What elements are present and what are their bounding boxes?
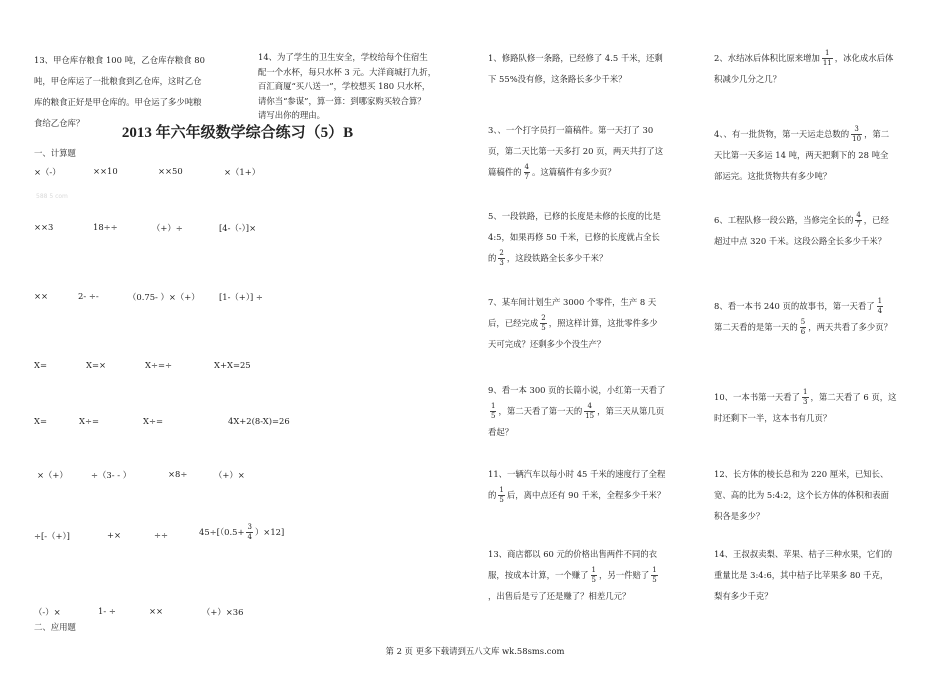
page-title: 2013 年六年级数学综合练习（5）B	[121, 125, 354, 141]
calc-expression: （-）×	[34, 607, 61, 617]
calc-expression: [4-（-）]×	[219, 223, 257, 233]
question-6: 6、工程队修一段公路，当修完全长的 $\frac{4}{7}$ ，已经 超过中点 320 千米。这段公路全长多少千米？	[714, 211, 889, 246]
calc-expression: ÷÷	[154, 530, 169, 540]
question-11: 11、一辆汽车以每小时 45 千米的速度行了全程 的 $\frac{1}{5}$ 后，离中点还有 90 千米，全程多少千米？	[488, 469, 666, 504]
equation: X=	[34, 416, 47, 426]
question-12: 12、长方体的棱长总和为 220 厘米，已知长、 宽、高的比为 5:4:2，这个长方体的体积和表面 积各是多少？	[714, 469, 890, 521]
calc-expression-fraction: 45÷[（0.5+ $\frac{3}{4}$ ）×12]	[199, 523, 285, 541]
fraction: $\frac{5}{6}$	[800, 318, 806, 336]
equation: X÷=	[143, 416, 163, 426]
fraction: $\frac{3}{4}$	[247, 523, 252, 541]
calc-expression: 18÷÷	[93, 222, 118, 232]
question-7: 7、某车间计划生产 3000 个零件，生产 8 天 后，已经完成 $\frac{2}{5}$ ，照这样计算，这批零件多少 天可完成？还剩多少个没生产？	[488, 297, 658, 349]
calc-expression: ××	[34, 291, 49, 301]
question-13: 13、商店都以 60 元的价格出售两件不同的衣 服，按成本计算，一个赚了 $\frac{1}{5}$ ，另一件赔了 $\frac{1}{5}$ ，出售后是亏了还是赚了？相差几元？	[488, 549, 658, 601]
fraction: $\frac{1}{11}$	[822, 49, 832, 67]
fraction: $\frac{2}{3}$	[499, 249, 504, 267]
calc-expression: ×8÷	[168, 469, 188, 479]
fraction: $\frac{1}{4}$	[877, 297, 883, 315]
calc-expression: ×（+）	[37, 470, 68, 480]
equation: X÷=	[79, 416, 99, 426]
equation: 4X+2(8-X)=26	[228, 416, 290, 426]
calc-expression: +×	[107, 530, 122, 540]
calc-expression: ××3	[34, 222, 54, 232]
fraction: $\frac{1}{5}$	[652, 566, 657, 584]
fraction: $\frac{3}{10}$	[852, 125, 862, 143]
calc-expression: ××	[149, 606, 164, 616]
fraction: $\frac{4}{7}$	[524, 163, 529, 181]
equation: X÷=÷	[145, 360, 173, 370]
calc-expression: （+）×	[214, 470, 245, 480]
calc-expression: （+）×36	[202, 607, 244, 617]
question-5: 5、一段铁路，已修的长度是未修的长度的比是 4:5，如果再修 50 千米，已修的长度就占全长 的 $\frac{2}{3}$ ，这段铁路全长多少千米？	[488, 211, 661, 267]
equation: X+X=25	[214, 360, 251, 370]
left-question-13: 13、甲仓库存粮食 100 吨，乙仓库存粮食 80 吨，甲仓库运了一批粮食到乙仓库，这时乙仓 库的粮食正好是甲仓库的。甲仓运了多少吨粮 食给乙仓库？	[34, 55, 205, 128]
fraction: $\frac{4}{7}$	[856, 211, 861, 229]
question-3: 3、、一个打字员打一篇稿件。第一天打了 30 页，第二天比第一天多打 20 页，两天共打了这 篇稿件的 $\frac{4}{7}$ 。这篇稿件有多少页？	[488, 125, 664, 181]
page-footer: 第 2 页 更多下载请到五八文库 wk.58sms.com	[385, 646, 565, 656]
calc-expression: （+）÷	[152, 223, 183, 233]
section-calculation-heading: 一、计算题	[34, 148, 76, 158]
left-question-14: 14、为了学生的卫生安全，学校给每个住宿生 配一个水杯，每只水杯 3 元。大洋商城打九折， 百汇商厦“买八送一”，学校想买 180 只水杯， 请你当“参谋”，算一算：到哪家购买较合算？ 请写出你的理由。	[258, 52, 437, 120]
calc-expression: ÷（3- - ）	[91, 470, 132, 480]
section-application-heading: 二、应用题	[34, 622, 76, 632]
watermark-text: 588 5 com	[36, 193, 68, 200]
equation: X=	[34, 360, 47, 370]
calc-expression: （0.75- ）×（+）	[128, 292, 200, 302]
calc-expression: [1-（+）] ÷	[219, 292, 263, 302]
calc-expression: ×（1+）	[224, 167, 261, 177]
question-14: 14、王叔叔卖梨、苹果、桔子三种水果，它们的 重量比是 3:4:6，其中桔子比苹果多 80 千克， 梨有多少千克？	[714, 549, 893, 601]
calc-expression: ÷[-（+）]	[34, 531, 70, 541]
fraction: $\frac{1}{5}$	[499, 486, 504, 504]
fraction: $\frac{1}{5}$	[491, 402, 496, 420]
equation: X=×	[86, 360, 106, 370]
question-10: 10、一本书第一天看了 $\frac{1}{3}$ ，第二天看了 6 页，这 时还剩下一半，这本书有几页？	[714, 388, 897, 423]
question-2: 2、水结冰后体积比原来增加 $\frac{1}{11}$ ，冰化成水后体 积减少几分之几？	[714, 49, 894, 84]
calc-expression: 1- ÷	[98, 606, 116, 616]
question-8: 8、看一本书 240 页的故事书，第一天看了 $\frac{1}{4}$ 第二天看的是第一天的 $\frac{5}{6}$ ，两天共看了多少页？	[714, 297, 892, 336]
fraction: $\frac{2}{5}$	[541, 314, 546, 332]
fraction: $\frac{1}{5}$	[591, 566, 596, 584]
calc-expression: ××50	[158, 166, 183, 176]
calc-expression: ×（-）	[34, 167, 61, 177]
calc-expression: 2- ÷-	[78, 291, 99, 301]
question-9: 9、看一本 300 页的长篇小说，小红第一天看了 $\frac{1}{5}$ ，第二天看了第一天的 $\frac{4}{15}$ ，第三天从第几页 看起？	[488, 385, 666, 437]
question-1: 1、修路队修一条路，已经修了 4.5 千米，还剩 下 55%没有修，这条路长多少千米？	[488, 53, 663, 84]
question-4: 4、、有一批货物，第一天运走总数的 $\frac{3}{10}$ ，第二 天比第一天多运 14 吨，两天把剩下的 28 吨全 部运完。这批货物共有多少吨？	[714, 125, 890, 181]
calc-expression: ××10	[93, 166, 118, 176]
fraction: $\frac{4}{15}$	[585, 402, 595, 420]
fraction: $\frac{1}{3}$	[803, 388, 808, 406]
